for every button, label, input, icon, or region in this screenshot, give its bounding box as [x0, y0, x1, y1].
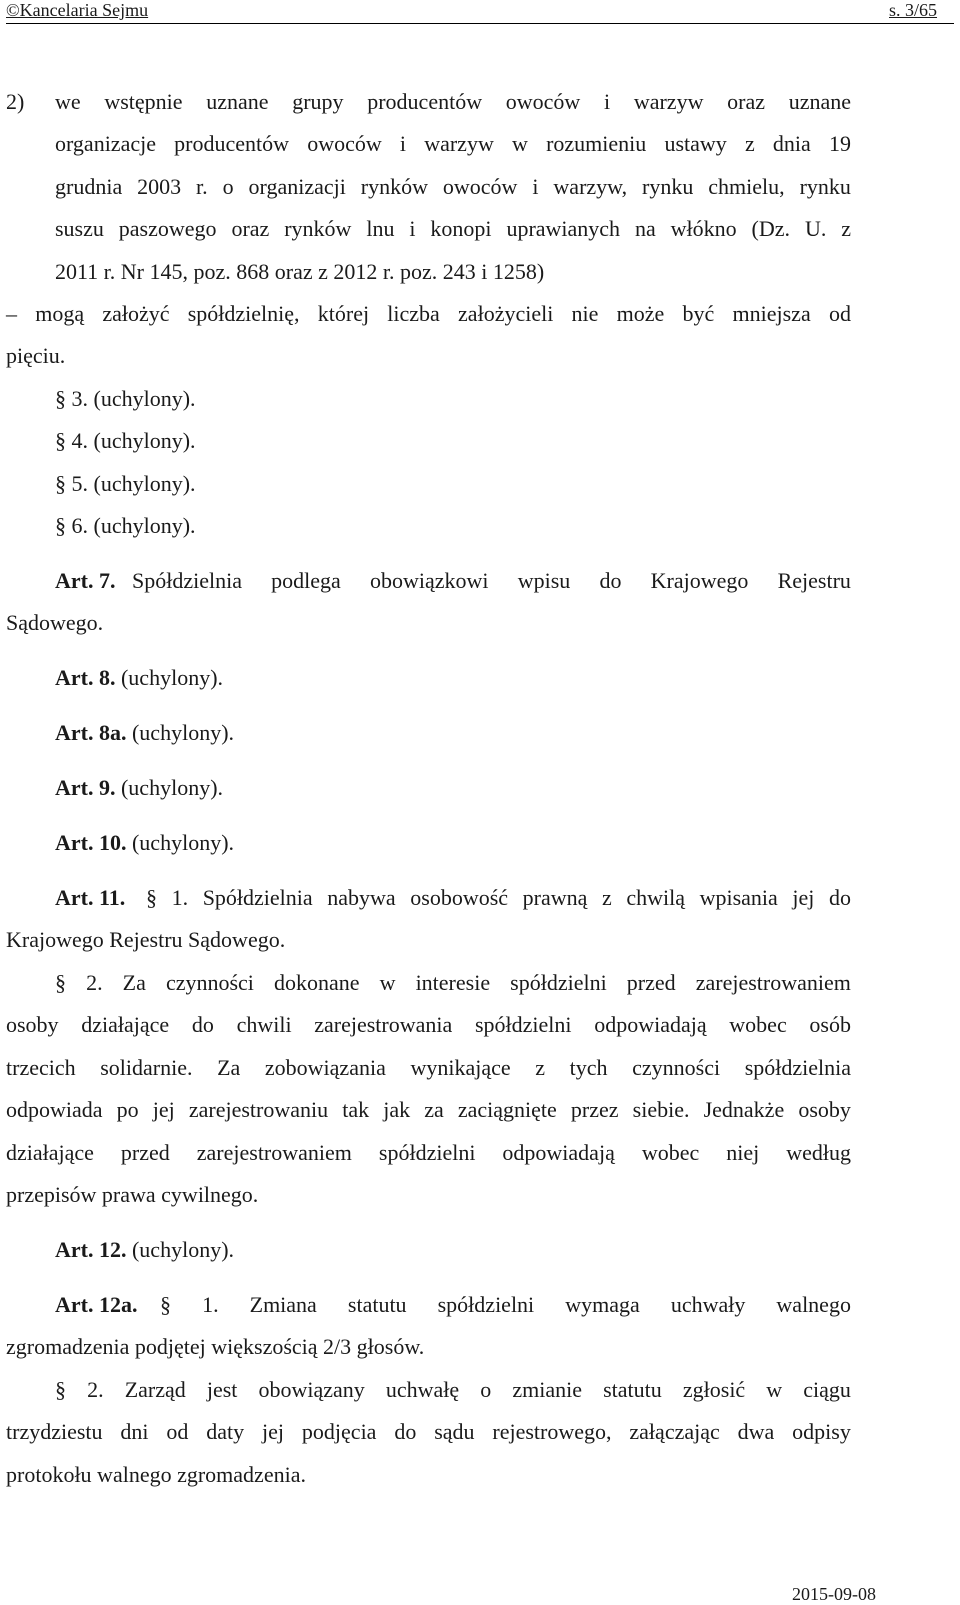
word: suszu — [55, 216, 104, 241]
word: czynności — [165, 970, 254, 995]
word: rynków — [360, 174, 428, 199]
word: spółdzielnię, — [187, 301, 300, 326]
word: osobowość — [410, 885, 509, 910]
word: jak — [383, 1097, 411, 1122]
word: grupy — [292, 89, 344, 114]
word: jej — [152, 1097, 175, 1122]
word: zarejestrowania — [314, 1012, 453, 1037]
para-4-repealed: § 4. (uchylony). — [55, 428, 196, 453]
word: chwilą — [626, 885, 686, 910]
word: według — [786, 1140, 851, 1165]
word: osoby — [798, 1097, 851, 1122]
word: Spółdzielnia — [202, 885, 313, 910]
para-6-repealed: § 6. (uchylony). — [55, 513, 196, 538]
word: we — [55, 89, 81, 114]
tail-line-2: pięciu. — [6, 343, 66, 368]
word: w — [512, 131, 528, 156]
word: Zmiana — [249, 1292, 317, 1317]
word: walnego — [776, 1292, 851, 1317]
word: działające — [81, 1012, 170, 1037]
art-11-para-1-line-2: Krajowego Rejestru Sądowego. — [6, 927, 286, 952]
art-11-para-1-line-1 — [146, 887, 851, 909]
word: prawną — [522, 885, 588, 910]
word: 2. — [86, 970, 103, 995]
word: wynikające — [410, 1055, 511, 1080]
word: § — [146, 885, 157, 910]
word: r. — [196, 174, 208, 199]
art-7-line-1 — [132, 570, 851, 592]
word: podlega — [271, 568, 341, 593]
footer-date: 2015-09-08 — [792, 1584, 876, 1604]
header-source: ©Kancelaria Sejmu — [6, 0, 149, 20]
art-7-label: Art. 7. — [55, 568, 116, 593]
word: sądu — [434, 1419, 475, 1444]
word: dokonane — [273, 970, 360, 995]
word: rozumieniu — [546, 131, 647, 156]
word: i — [604, 89, 611, 114]
word: 19 — [828, 131, 851, 156]
word: owoców — [442, 174, 518, 199]
word: na — [634, 216, 656, 241]
word: z — [744, 131, 755, 156]
word: o — [222, 174, 234, 199]
word: ustawy — [664, 131, 727, 156]
word: – — [6, 301, 17, 326]
word: § — [160, 1292, 171, 1317]
word: grudnia — [55, 174, 123, 199]
word: Za — [122, 970, 146, 995]
word: mogą — [35, 301, 85, 326]
word: podjęcia — [301, 1419, 377, 1444]
word: za — [424, 1097, 444, 1122]
art-11-para-2-line-4 — [6, 1099, 851, 1121]
word: statutu — [603, 1377, 662, 1402]
word: jej — [792, 885, 815, 910]
word: uchwały — [670, 1292, 746, 1317]
art-12a-para-1-line-1 — [160, 1294, 851, 1316]
word: organizacje — [55, 131, 156, 156]
word: owoców — [505, 89, 581, 114]
word: daty — [206, 1419, 245, 1444]
word: Spółdzielnia — [132, 568, 242, 593]
word: po — [116, 1097, 139, 1122]
word: chmielu, — [708, 174, 785, 199]
para-5-repealed: § 5. (uchylony). — [55, 471, 196, 496]
word: zarejestrowaniu — [188, 1097, 329, 1122]
word: trzydziestu — [6, 1419, 103, 1444]
word: i — [409, 216, 416, 241]
word: konopi — [430, 216, 492, 241]
word: o — [480, 1377, 492, 1402]
word: dni — [120, 1419, 149, 1444]
art-12a-para-1-line-2: zgromadzenia podjętej większością 2/3 głosów. — [6, 1334, 425, 1359]
word: owoców — [307, 131, 382, 156]
art-11-para-2-line-6: przepisów prawa cywilnego. — [6, 1182, 259, 1207]
word: siebie. — [632, 1097, 690, 1122]
word: rejestrowego, — [492, 1419, 612, 1444]
word: mniejsza — [732, 301, 811, 326]
word: odpowiadają — [594, 1012, 707, 1037]
art-12a-label: Art. 12a. — [55, 1292, 138, 1317]
art-11-label: Art. 11. — [55, 885, 126, 910]
point-2-line-2 — [55, 133, 851, 155]
word: statutu — [347, 1292, 407, 1317]
word: z — [602, 885, 612, 910]
word: U. — [804, 216, 827, 241]
word: rynków — [284, 216, 352, 241]
art-12: Art. 12. (uchylony). — [55, 1237, 235, 1262]
word: (Dz. — [751, 216, 791, 241]
word: oraz — [727, 89, 766, 114]
word: Jednakże — [703, 1097, 785, 1122]
art-8: Art. 8. (uchylony). — [55, 665, 224, 690]
word: odpisy — [792, 1419, 851, 1444]
word: jest — [206, 1377, 238, 1402]
word: dnia — [772, 131, 811, 156]
word: spółdzielni — [437, 1292, 535, 1317]
word: spółdzielni — [474, 1012, 572, 1037]
word: warzyw — [424, 131, 494, 156]
word: uznane — [206, 89, 269, 114]
art-7-line-2: Sądowego. — [6, 610, 104, 635]
word: liczba — [387, 301, 440, 326]
word: interesie — [415, 970, 491, 995]
word: i — [532, 174, 539, 199]
word: której — [317, 301, 370, 326]
word: oraz — [231, 216, 270, 241]
word: wpisu — [517, 568, 571, 593]
word: 1. — [202, 1292, 219, 1317]
word: do — [829, 885, 851, 910]
word: osoby — [6, 1012, 59, 1037]
word: włókno — [670, 216, 737, 241]
word: założycieli — [458, 301, 554, 326]
word: być — [682, 301, 715, 326]
art-11-para-2-line-3 — [6, 1057, 851, 1079]
word: solidarnie. — [100, 1055, 193, 1080]
word: rynku — [799, 174, 851, 199]
word: osób — [809, 1012, 851, 1037]
word: nabywa — [327, 885, 396, 910]
word: działające — [6, 1140, 94, 1165]
header-page-number: s. 3/65 — [889, 0, 938, 20]
word: z — [535, 1055, 545, 1080]
word: paszowego — [118, 216, 217, 241]
word: zaciągnięte — [457, 1097, 557, 1122]
word: do — [394, 1419, 417, 1444]
art-12a-para-2-line-3: protokołu walnego zgromadzenia. — [6, 1462, 306, 1487]
word: dwa — [737, 1419, 775, 1444]
word: 2. — [87, 1377, 104, 1402]
word: wobec — [641, 1140, 700, 1165]
word: przed — [626, 970, 676, 995]
word: Zarząd — [124, 1377, 186, 1402]
word: 1. — [171, 885, 189, 910]
word: 2003 — [137, 174, 182, 199]
art-11-para-2-line-1 — [55, 972, 851, 994]
point-2-line-5: 2011 r. Nr 145, poz. 868 oraz z 2012 r. poz. 243 i 1258) — [55, 259, 545, 284]
word: od — [828, 301, 851, 326]
word: do — [599, 568, 622, 593]
word: obowiązkowi — [370, 568, 489, 593]
point-2-line-3 — [55, 176, 851, 198]
word: Krajowego — [650, 568, 749, 593]
art-11-para-2-line-2 — [6, 1014, 851, 1036]
word: przed — [120, 1140, 170, 1165]
word: organizacji — [248, 174, 346, 199]
word: załączając — [629, 1419, 720, 1444]
word: producentów — [367, 89, 483, 114]
word: ciągu — [803, 1377, 851, 1402]
tail-line-1 — [6, 303, 851, 325]
para-3-repealed: § 3. (uchylony). — [55, 386, 196, 411]
word: producentów — [174, 131, 290, 156]
word: może — [616, 301, 665, 326]
word: warzyw, — [553, 174, 628, 199]
word: zgłosić — [682, 1377, 746, 1402]
word: zarejestrowaniem — [695, 970, 851, 995]
word: § — [55, 1377, 66, 1402]
word: zmianie — [512, 1377, 583, 1402]
word: tak — [342, 1097, 370, 1122]
word: od — [166, 1419, 189, 1444]
word: w — [379, 970, 396, 995]
word: obowiązany — [258, 1377, 365, 1402]
word: zarejestrowaniem — [196, 1140, 352, 1165]
word: założyć — [102, 301, 170, 326]
art-10: Art. 10. (uchylony). — [55, 830, 235, 855]
word: Rejestru — [777, 568, 851, 593]
word: trzecich — [6, 1055, 76, 1080]
header-divider — [6, 23, 954, 24]
point-2-line-4 — [55, 218, 851, 240]
art-12a-para-2-line-1 — [55, 1379, 851, 1401]
word: warzyw — [633, 89, 704, 114]
point-number: 2) — [6, 89, 25, 114]
word: wpisania — [699, 885, 778, 910]
word: lnu — [366, 216, 395, 241]
word: odpowiada — [6, 1097, 103, 1122]
word: i — [399, 131, 407, 156]
word: spółdzielni — [510, 970, 607, 995]
point-2-line-1 — [55, 91, 851, 113]
word: wymaga — [565, 1292, 640, 1317]
word: chwili — [236, 1012, 292, 1037]
word: zobowiązania — [264, 1055, 386, 1080]
word: spółdzielni — [378, 1140, 476, 1165]
word: uprawianych — [506, 216, 621, 241]
word: tych — [569, 1055, 608, 1080]
word: spółdzielnia — [744, 1055, 851, 1080]
word: rynku — [642, 174, 694, 199]
word: wstępnie — [104, 89, 183, 114]
art-11-para-2-line-5 — [6, 1142, 851, 1164]
word: wobec — [729, 1012, 787, 1037]
word: uznane — [788, 89, 851, 114]
word: odpowiadają — [502, 1140, 615, 1165]
word: § — [55, 970, 66, 995]
word: Za — [217, 1055, 241, 1080]
word: czynności — [632, 1055, 721, 1080]
word: jej — [262, 1419, 285, 1444]
word: przez — [570, 1097, 619, 1122]
word: w — [766, 1377, 783, 1402]
word: do — [191, 1012, 214, 1037]
word: z — [841, 216, 851, 241]
art-8a: Art. 8a. (uchylony). — [55, 720, 235, 745]
art-12a-para-2-line-2 — [6, 1421, 851, 1443]
word: niej — [726, 1140, 760, 1165]
word: uchwałę — [385, 1377, 460, 1402]
art-9: Art. 9. (uchylony). — [55, 775, 224, 800]
word: nie — [571, 301, 599, 326]
